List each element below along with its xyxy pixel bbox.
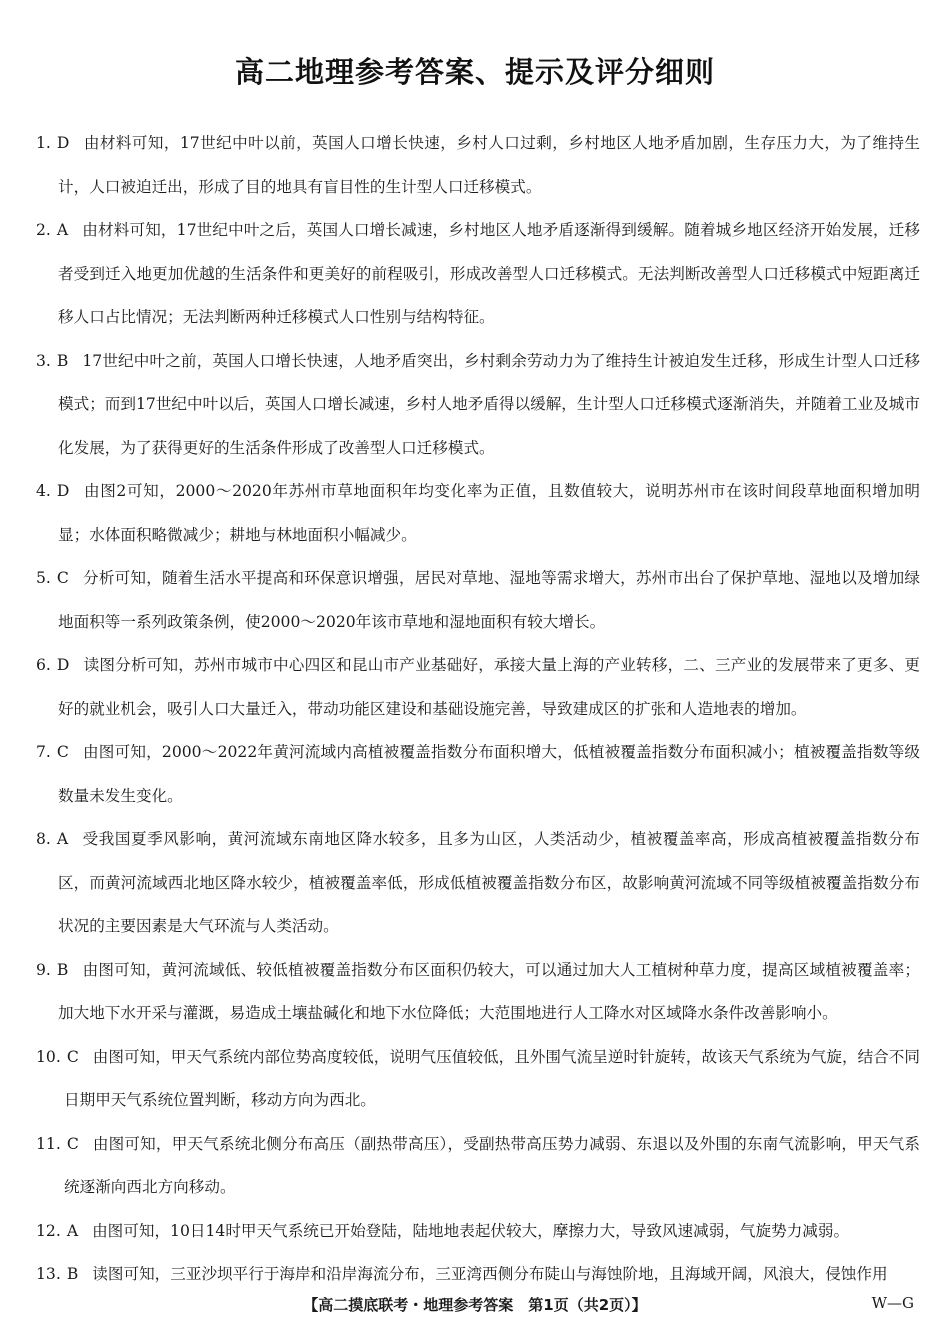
- answer-number: 8.: [36, 830, 51, 848]
- answer-number: 2.: [36, 221, 51, 239]
- answer-explanation: 由图可知，黄河流域低、较低植被覆盖指数分布区面积仍较大，可以通过加大人工植树种草力度，提高区域植被覆盖率；加大地下水开采与灌溉，易造成土壤盐碱化和地下水位降低；大范围地进行人工降水对区域降水条件改善影响小。: [58, 960, 920, 1022]
- answer-number: 13.: [36, 1265, 61, 1283]
- page-footer: [0, 1294, 950, 1322]
- answer-explanation: 读图分析可知，苏州市城市中心四区和昆山市产业基础好，承接大量上海的产业转移，二、三产业的发展带来了更多、更好的就业机会，吸引人口大量迁入，带动功能区建设和基础设施完善，导致建成区的扩张和人造地表的增加。: [58, 656, 920, 718]
- answer-choice: A: [56, 830, 69, 848]
- answer-explanation: 由图可知，甲天气系统内部位势高度较低，说明气压值较低，且外围气流呈逆时针旋转，故该天气系统为气旋，结合不同日期甲天气系统位置判断，移动方向为西北。: [64, 1047, 920, 1109]
- answer-item: [36, 340, 920, 471]
- answer-explanation: 由图可知，甲天气系统北侧分布高压（副热带高压），受副热带高压势力减弱、东退以及外围的东南气流影响，甲天气系统逐渐向西北方向移动。: [64, 1134, 920, 1196]
- answer-item: [36, 818, 920, 949]
- answer-explanation: 17世纪中叶之前，英国人口增长快速，人地矛盾突出，乡村剩余劳动力为了维持生计被迫发生迁移，形成生计型人口迁移模式；而到17世纪中叶以后，英国人口增长减速，乡村人地矛盾得以缓解，生计型人口迁移模式逐渐消失，并随着工业及城市化发展，为了获得更好的生活条件形成了改善型人口迁移模式。: [58, 351, 920, 457]
- answer-item: [36, 209, 920, 340]
- answer-item: [36, 122, 920, 209]
- answer-item: [36, 1123, 920, 1210]
- answer-number: 1.: [36, 134, 51, 152]
- answer-choice: C: [56, 569, 69, 587]
- answer-number: 3.: [36, 351, 51, 370]
- answer-item: [36, 731, 920, 818]
- answer-choice: B: [56, 351, 69, 370]
- answer-choice: B: [66, 1265, 79, 1283]
- answer-choice: C: [66, 1047, 79, 1066]
- answer-item: [36, 470, 920, 557]
- answer-number: 6.: [36, 656, 51, 674]
- answer-number: 9.: [36, 960, 51, 979]
- answer-number: 4.: [36, 482, 51, 500]
- answer-item: [36, 557, 920, 644]
- answer-item: [36, 644, 920, 731]
- footer-page-info: 【高二摸底联考・地理参考答案 第1页（共2页）】: [303, 1296, 647, 1314]
- answer-number: 5.: [36, 569, 51, 587]
- answer-explanation: 由图2可知，2000～2020年苏州市草地面积年均变化率为正值，且数值较大，说明苏州市在该时间段草地面积增加明显；水体面积略微减少；耕地与林地面积小幅减少。: [58, 482, 920, 544]
- answer-explanation: 受我国夏季风影响，黄河流域东南地区降水较多，且多为山区，人类活动少，植被覆盖率高，形成高植被覆盖指数分布区，而黄河流域西北地区降水较少，植被覆盖率低，形成低植被覆盖指数分布区，故影响黄河流域不同等级植被覆盖指数分布状况的主要因素是大气环流与人类活动。: [58, 830, 920, 935]
- answer-choice: D: [56, 656, 70, 674]
- answer-choice: A: [66, 1221, 79, 1240]
- answer-choice: A: [56, 221, 69, 239]
- answer-explanation: 由图可知，2000～2022年黄河流域内高植被覆盖指数分布面积增大，低植被覆盖指数分布面积减小；植被覆盖指数等级数量未发生变化。: [58, 743, 920, 805]
- answer-explanation: 由图可知，10日14时甲天气系统已开始登陆，陆地地表起伏较大，摩擦力大，导致风速减弱，气旋势力减弱。: [92, 1221, 850, 1240]
- answer-explanation: 由材料可知，17世纪中叶以前，英国人口增长快速，乡村人口过剩，乡村地区人地矛盾加剧，生存压力大，为了维持生计，人口被迫迁出，形成了目的地具有盲目性的生计型人口迁移模式。: [58, 134, 920, 196]
- answer-item: [36, 1253, 920, 1297]
- answer-explanation: 由材料可知，17世纪中叶之后，英国人口增长减速，乡村地区人地矛盾逐渐得到缓解。随着城乡地区经济开始发展，迁移者受到迁入地更加优越的生活条件和更美好的前程吸引，形成改善型人口迁移模式。无法判断改善型人口迁移模式中短距离迁移人口占比情况；无法判断两种迁移模式人口性别与结构特征。: [58, 221, 920, 326]
- answer-choice: B: [56, 960, 69, 979]
- answer-number: 12.: [36, 1221, 61, 1240]
- answer-item: [36, 1210, 920, 1254]
- answer-explanation: 读图可知，三亚沙坝平行于海岸和沿岸海流分布，三亚湾西侧分布陡山与海蚀阶地，且海域开阔，风浪大，侵蚀作用: [92, 1265, 888, 1283]
- answer-item: [36, 1036, 920, 1123]
- answer-number: 7.: [36, 743, 51, 761]
- answer-choice: D: [56, 134, 70, 152]
- answer-choice: C: [56, 743, 69, 761]
- answer-list: [36, 122, 920, 1297]
- answer-explanation: 分析可知，随着生活水平提高和环保意识增强，居民对草地、湿地等需求增大，苏州市出台了保护草地、湿地以及增加绿地面积等一系列政策条例，使2000～2020年该市草地和湿地面积有较大增长。: [58, 569, 920, 631]
- page-title: 高二地理参考答案、提示及评分细则: [234, 55, 715, 89]
- footer-version-code: W—G: [871, 1294, 914, 1312]
- answer-choice: C: [66, 1134, 79, 1153]
- answer-choice: D: [56, 482, 70, 500]
- answer-item: [36, 949, 920, 1036]
- answer-number: 11.: [36, 1134, 61, 1153]
- answer-number: 10.: [36, 1047, 61, 1066]
